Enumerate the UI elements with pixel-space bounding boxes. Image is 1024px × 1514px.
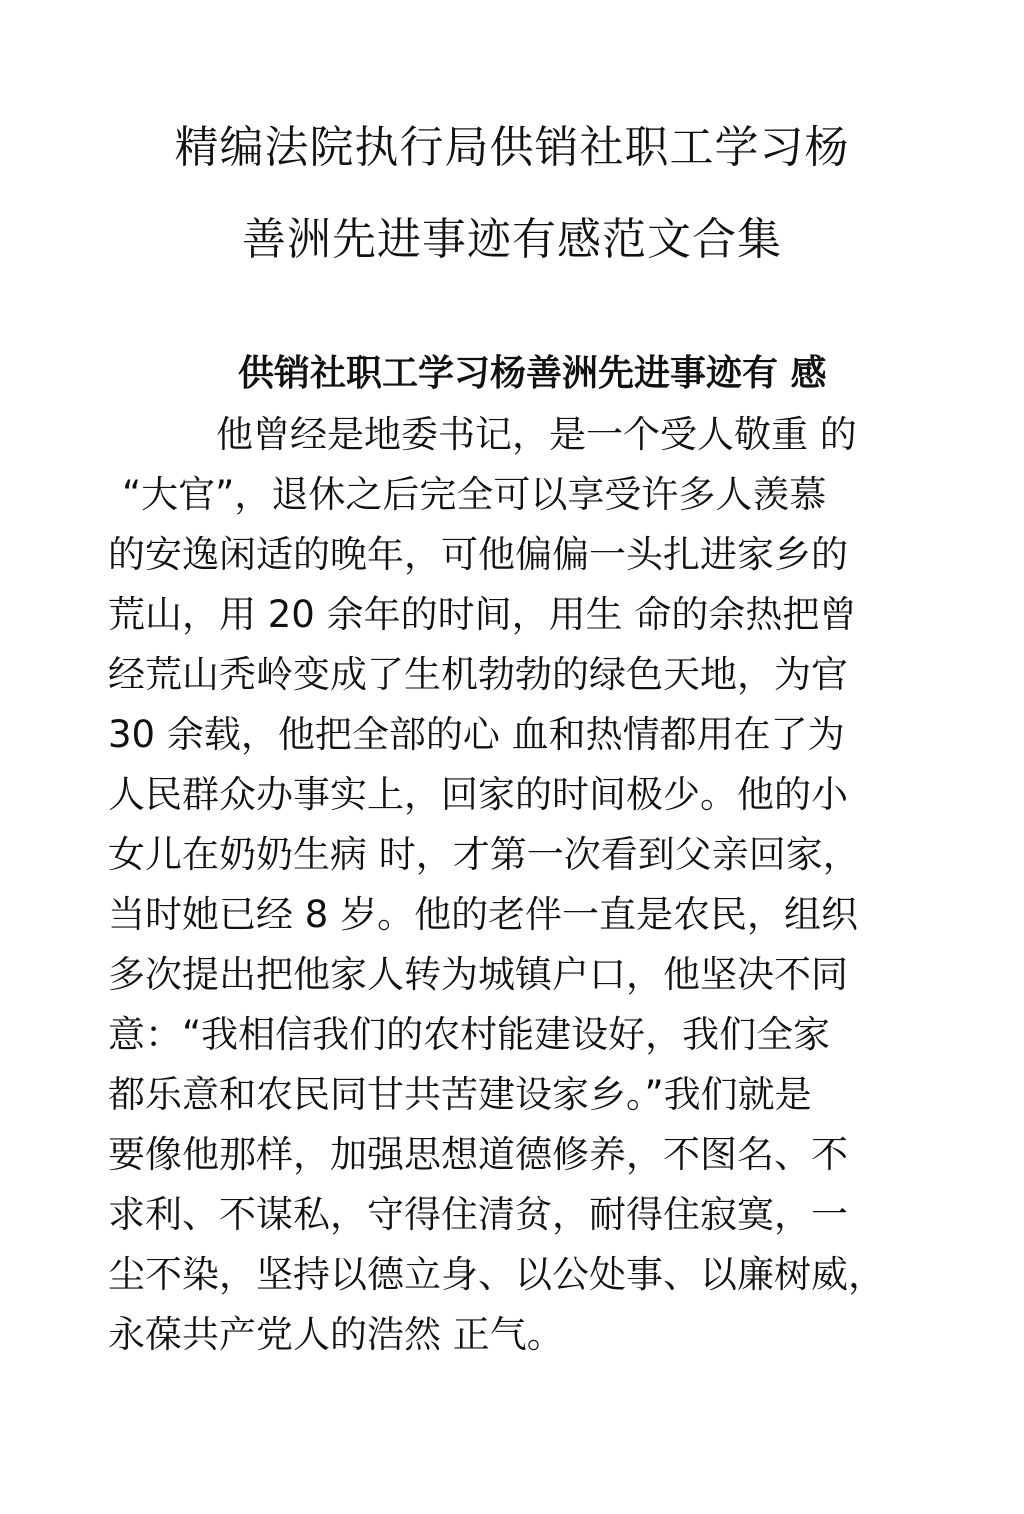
paragraph-line-9: 当时她已经 8 岁。他的老伴一直是农民，组织	[108, 893, 859, 936]
paragraph-line-3: 的安逸闲适的晚年，可他偏偏一头扎进家乡的	[108, 533, 848, 576]
paragraph-line-11: 意：“我相信我们的农村能建设好，我们全家	[108, 1013, 831, 1056]
article-subtitle: 供销社职工学习杨善洲先进事迹有 感	[238, 353, 827, 394]
paragraph-line-4: 荒山，用 20 余年的时间，用生 命的余热把曾	[108, 593, 857, 636]
paragraph-line-2: “大官”，退休之后完全可以享受许多人羡慕	[122, 473, 827, 516]
article-body	[108, 405, 938, 1365]
paragraph-line-1: 他曾经是地委书记，是一个受人敬重 的	[216, 413, 857, 456]
paragraph-line-13: 要像他那样，加强思想道德修养，不图名、不	[108, 1133, 848, 1176]
paragraph-line-12: 都乐意和农民同甘共苦建设家乡。”我们就是	[108, 1073, 812, 1116]
paragraph-line-6: 30 余载，他把全部的心 血和热情都用在了为	[108, 713, 845, 756]
document-title-line-2: 善洲先进事迹有感范文合集	[242, 214, 782, 265]
paragraph-line-10: 多次提出把他家人转为城镇户口，他坚决不同	[108, 953, 848, 996]
paragraph-line-5: 经荒山秃岭变成了生机勃勃的绿色天地，为官	[108, 653, 848, 696]
paragraph-line-8: 女儿在奶奶生病 时，才第一次看到父亲回家，	[108, 833, 860, 876]
paragraph-line-15: 尘不染，坚持以德立身、以公处事、以廉树威，	[108, 1253, 885, 1296]
paragraph-line-14: 求利、不谋私，守得住清贫，耐得住寂寞，一	[108, 1193, 848, 1236]
document-title-line-1: 精编法院执行局供销社职工学习杨	[174, 122, 850, 173]
paragraph-line-7: 人民群众办事实上，回家的时间极少。他的小	[108, 773, 848, 816]
paragraph-line-16: 永葆共产党人的浩然 正气。	[108, 1313, 564, 1356]
